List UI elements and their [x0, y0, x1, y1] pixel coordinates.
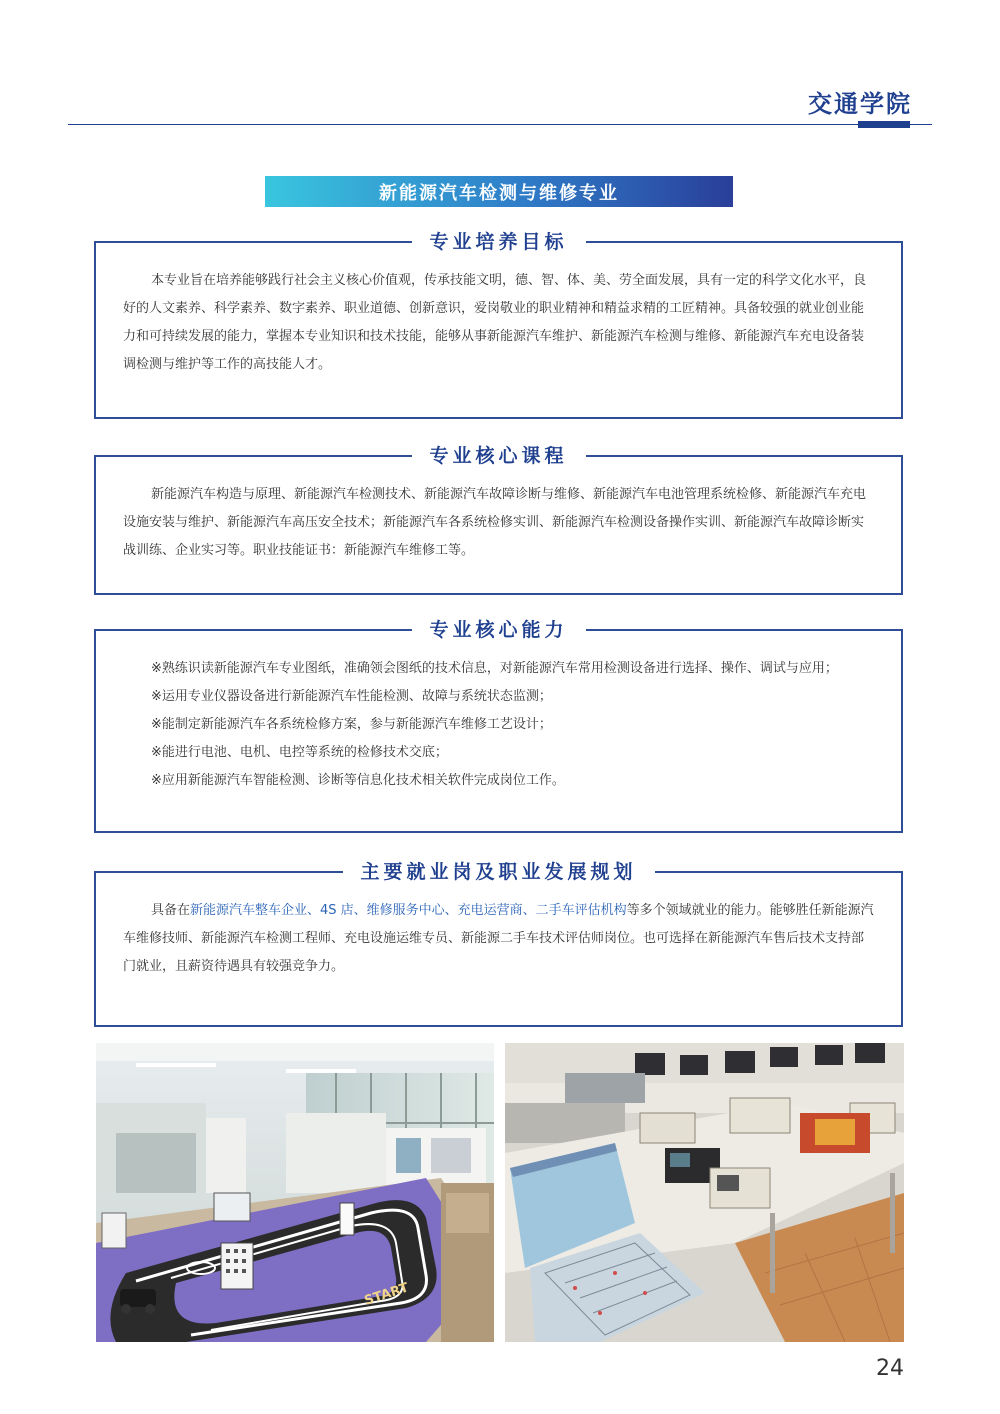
section-title-core-abilities: 专业核心能力	[411, 617, 585, 643]
photo-smart-car-lab	[96, 1043, 494, 1342]
section-career-planning	[94, 861, 903, 1027]
section-title-career-planning: 主要就业岗及职业发展规划	[342, 859, 654, 885]
major-title-banner: 新能源汽车检测与维修专业	[265, 176, 733, 207]
career-fields-highlight: 新能源汽车整车企业、4S 店、维修服务中心、充电运营商、二手车评估机构	[190, 903, 627, 918]
career-text	[123, 897, 874, 981]
photo-electronics-lab	[505, 1043, 904, 1342]
section-training-goal	[94, 231, 903, 419]
core-courses-text: 新能源汽车构造与原理、新能源汽车检测技术、新能源汽车故障诊断与维修、新能源汽车电池管理系统检修、新能源汽车充电设施安装与维护、新能源汽车高压安全技术；新能源汽车各系统检修实训、新能源汽车检测设备操作实训、新能源汽车故障诊断实战训练、企业实习等。职业技能证书：新能源汽车维修工等。	[123, 487, 867, 558]
section-core-courses	[94, 445, 903, 595]
ability-item: ※运用专业仪器设备进行新能源汽车性能检测、故障与系统状态监测；	[151, 689, 552, 704]
section-core-abilities	[94, 619, 903, 833]
career-text-intro: 具备在	[151, 903, 191, 918]
ability-item: ※能进行电池、电机、电控等系统的检修技术交底；	[151, 745, 448, 760]
track-mat-text: START	[362, 1280, 411, 1309]
page-number: 24	[876, 1356, 904, 1381]
college-title: 交通学院	[808, 90, 912, 118]
header-divider	[68, 124, 932, 125]
ability-item: ※应用新能源汽车智能检测、诊断等信息化技术相关软件完成岗位工作。	[151, 773, 565, 788]
ability-item: ※熟练识读新能源汽车专业图纸，准确领会图纸的技术信息，对新能源汽车常用检测设备进行选择、操作、调试与应用；	[151, 661, 838, 676]
career-text-rest: 等多个领域就业的能力。能够胜任新能源汽车维修技师、新能源汽车检测工程师、充电设施运维专员、新能源二手车技术评估师岗位。也可选择在新能源汽车售后技术支持部门就业，且薪资待遇具有较强竞争力。	[123, 903, 874, 974]
section-title-core-courses: 专业核心课程	[411, 443, 585, 469]
ability-item: ※能制定新能源汽车各系统检修方案，参与新能源汽车维修工艺设计；	[151, 717, 552, 732]
section-title-training-goal: 专业培养目标	[411, 229, 585, 255]
header-accent-bar	[858, 121, 910, 128]
training-goal-text: 本专业旨在培养能够践行社会主义核心价值观，传承技能文明，德、智、体、美、劳全面发展，具有一定的科学文化水平，良好的人文素养、科学素养、数字素养、职业道德、创新意识，爱岗敬业的职业精神和精益求精的工匠精神。具备较强的就业创业能力和可持续发展的能力，掌握本专业知识和技术技能，能够从事新能源汽车维护、新能源汽车检测与维修、新能源汽车充电设备装调检测与维护等工作的高技能人才。	[123, 273, 867, 372]
